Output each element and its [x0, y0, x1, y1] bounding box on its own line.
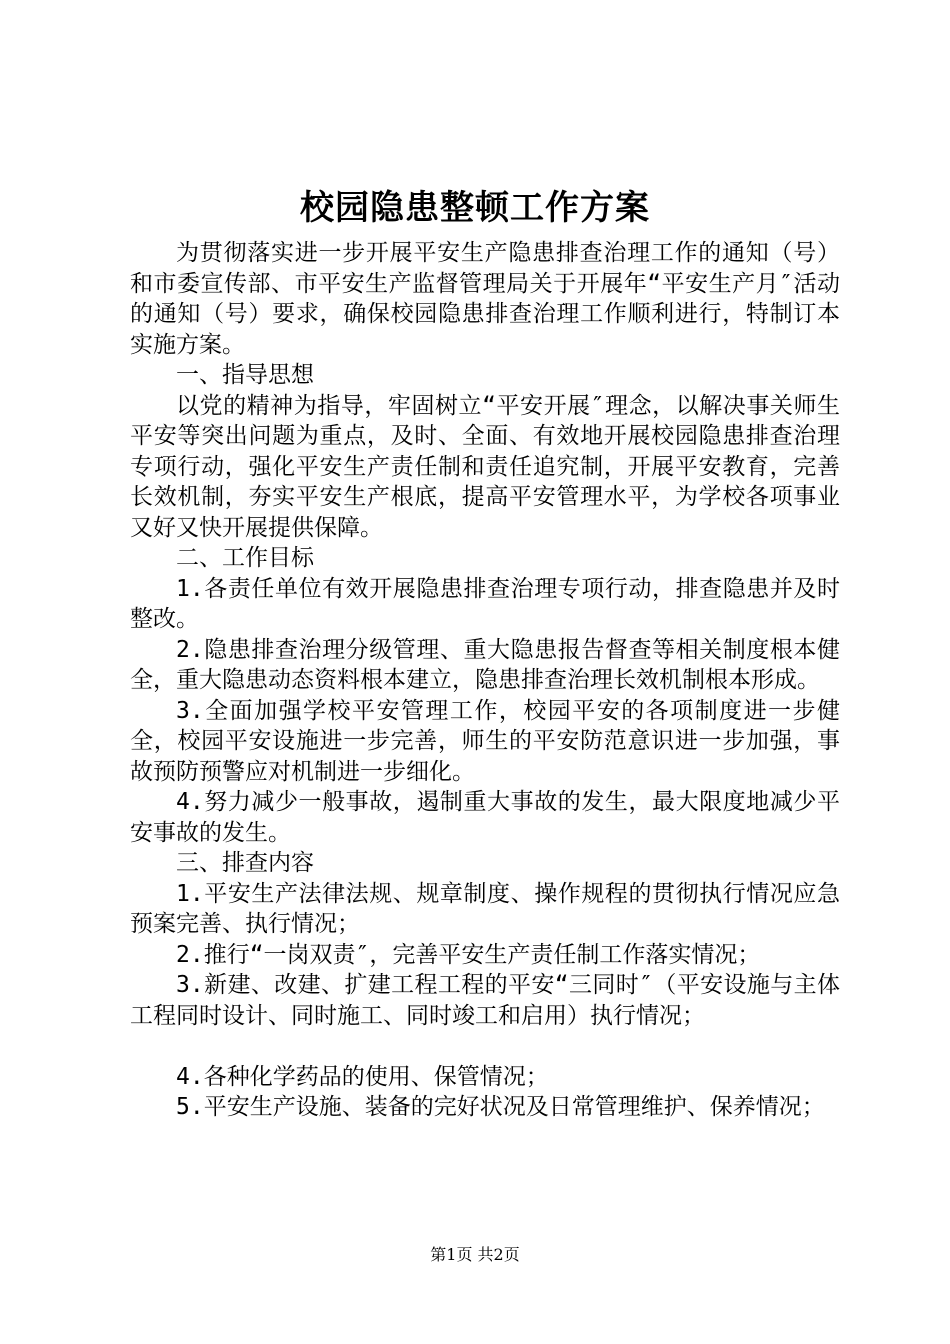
paragraph: 3.全面加强学校平安管理工作，校园平安的各项制度进一步健全，校园平安设施进一步完善，师生的平安防范意识进一步加强，事故预防预警应对机制进一步细化。 [130, 697, 840, 785]
section-heading-guiding-ideology: 一、指导思想 [176, 362, 314, 388]
paragraph: 以党的精神为指导，牢固树立“平安开展″理念，以解决事关师生平安等突出问题为重点，及时、全面、有效地开展校园隐患排查治理专项行动，强化平安生产责任制和责任追究制，开展平安教育，完善长效机制，夯实平安生产根底，提高平安管理水平，为学校各项事业又好又快开展提供保障。 [130, 392, 840, 541]
page-number-footer: 第1页 共2页 [430, 1245, 520, 1264]
intro-paragraph: 为贯彻落实进一步开展平安生产隐患排查治理工作的通知（号）和市委宣传部、市平安生产监督管理局关于开展年“平安生产月″活动的通知（号）要求，确保校园隐患排查治理工作顺利进行，特制订本实施方案。 [130, 240, 840, 358]
paragraph: 1.平安生产法律法规、规章制度、操作规程的贯彻执行情况应急预案完善、执行情况； [130, 880, 840, 937]
paragraph: 2.隐患排查治理分级管理、重大隐患报告督查等相关制度根本健全，重大隐患动态资料根本建立，隐患排查治理长效机制根本形成。 [130, 636, 840, 693]
section-heading-inspection-content: 三、排查内容 [176, 850, 314, 876]
document-body [130, 238, 840, 1123]
paragraph: 3.新建、改建、扩建工程工程的平安“三同时″（平安设施与主体工程同时设计、同时施工、同时竣工和启用）执行情况； [130, 972, 840, 1029]
paragraph: 1.各责任单位有效开展隐患排查治理专项行动，排查隐患并及时整改。 [130, 575, 840, 632]
paragraph: 4.努力减少一般事故，遏制重大事故的发生，最大限度地减少平安事故的发生。 [130, 789, 840, 846]
paragraph: 4.各种化学药品的使用、保管情况； [176, 1063, 549, 1090]
document-title: 校园隐患整顿工作方案 [300, 188, 650, 228]
paragraph: 5.平安生产设施、装备的完好状况及日常管理维护、保养情况； [176, 1094, 825, 1120]
blank-line [130, 1031, 840, 1062]
section-heading-work-goals: 二、工作目标 [176, 545, 314, 571]
paragraph: 2.推行“一岗双责″，完善平安生产责任制工作落实情况； [176, 941, 761, 968]
